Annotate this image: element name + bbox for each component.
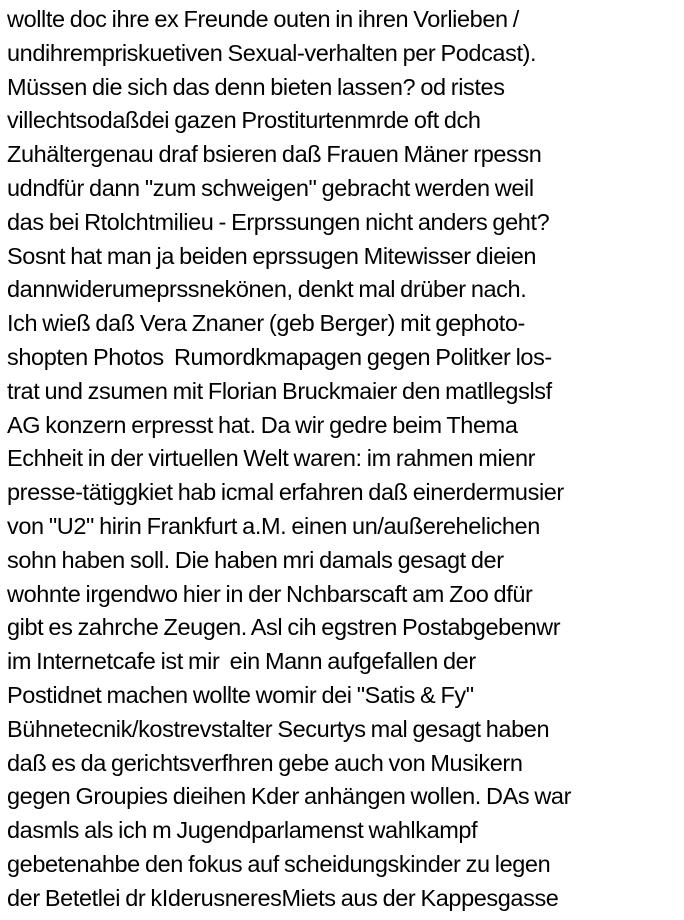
text-line: gibt es zahrche Zeugen. Asl cih egstren Postabgebenwr <box>7 614 561 641</box>
text-line: Müssen die sich das denn bieten lassen? od ristes <box>7 73 505 100</box>
text-line: von "U2" hirin Frankfurt a.M. einen un/außerehelichen <box>7 512 540 539</box>
text-line: Bühnetecnik/kostrevstalter Securtys mal gesagt haben <box>7 715 550 742</box>
text-line: gebetenahbe den fokus auf scheidungskinder zu legen <box>7 850 551 877</box>
text-line: dasmls als ich m Jugendparlamenst wahlkampf <box>7 817 478 844</box>
text-line: villechtsodaßdei gazen Prostiturtenmrde oft dch <box>7 107 481 134</box>
text-line: daß es da gerichtsverfhren gebe auch von Musikern <box>7 749 523 776</box>
text-line: gegen Groupies dieihen Kder anhängen wollen. DAs war <box>7 783 572 810</box>
text-line: presse-tätiggkiet hab icmal erfahren daß einerdermusier <box>7 479 564 506</box>
text-line: undihrempriskuetiven Sexual-verhalten per Podcast). <box>7 39 537 66</box>
text-line: sohn haben soll. Die haben mri damals gesagt der <box>7 546 504 573</box>
text-line: im Internetcafe ist mir ein Mann aufgefallen der <box>7 648 476 675</box>
text-line: Postidnet machen wollte womir dei "Satis & Fy" <box>7 681 474 708</box>
text-line: der Betetlei dr kIderusneresMiets aus der Kappesgasse <box>7 884 559 911</box>
text-line: trat und zsumen mit Florian Bruckmaier den matllegslsf <box>7 377 552 404</box>
text-line: wollte doc ihre ex Freunde outen in ihren Vorlieben / <box>7 6 519 32</box>
text-line: AG konzern erpresst hat. Da wir gedre beim Thema <box>7 411 518 438</box>
text-line: udndfür dann "zum schweigen" gebracht werden weil <box>7 174 534 201</box>
text-line: Zuhältergenau draf bsieren daß Frauen Mäner rpessn <box>7 141 542 168</box>
text-line: shopten Photos Rumordkmapagen gegen Politker los- <box>7 343 552 370</box>
text-line: dannwiderumeprssnekönen, denkt mal drüber nach. <box>7 276 527 303</box>
body-text <box>7 3 571 916</box>
text-line: das bei Rtolchtmilieu - Erprssungen nicht anders geht? <box>7 208 550 235</box>
text-line: wohnte irgendwo hier in der Nchbarscaft am Zoo dfür <box>7 580 533 607</box>
text-line: Sosnt hat man ja beiden eprssugen Mitewisser dieien <box>7 242 537 269</box>
text-line: Ich wieß daß Vera Znaner (geb Berger) mit gephoto- <box>7 310 525 337</box>
text-line: Echheit in der virtuellen Welt waren: im rahmen mienr <box>7 445 536 472</box>
